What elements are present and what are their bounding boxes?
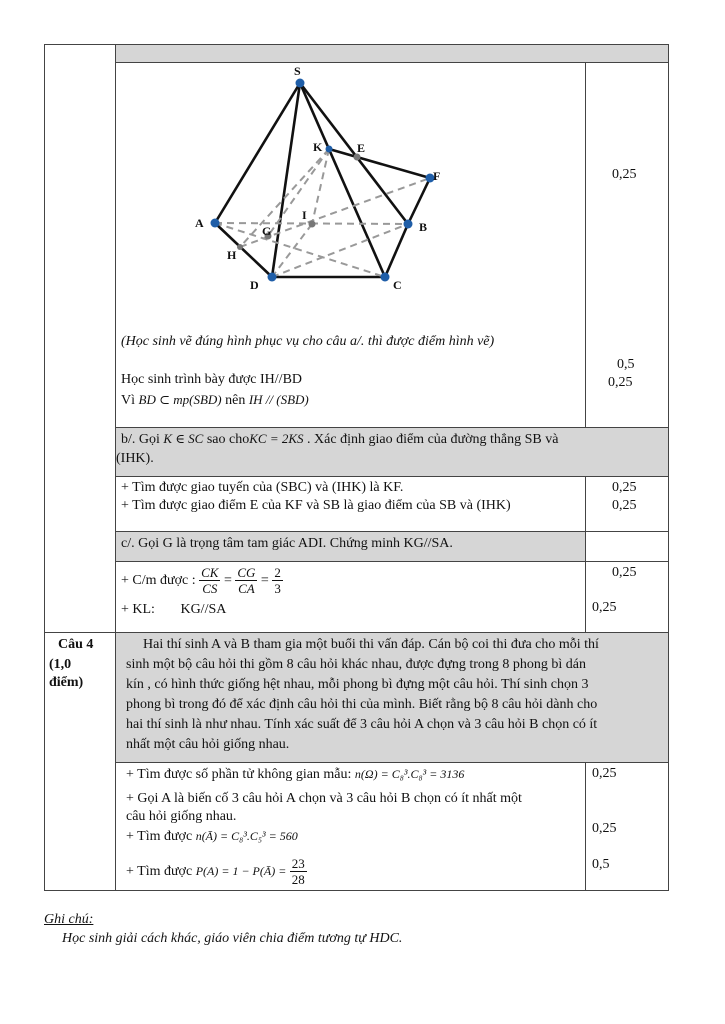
label-e: E (357, 141, 366, 155)
cau4-problem-line-6: nhất một câu hỏi giống nhau. (126, 737, 290, 752)
point-k (326, 146, 333, 153)
cau4-points-unit: điểm) (49, 675, 84, 690)
score-c1: 0,25 (612, 565, 637, 580)
point-c (381, 273, 390, 282)
point-s (296, 79, 305, 88)
part-c-prompt: c/. Gọi G là trọng tâm tam giác ADI. Chứng minh KG//SA. (121, 536, 453, 551)
score-cau4-2: 0,25 (592, 821, 617, 836)
cau4-step4-math: P(A) = 1 − P(Ā) = (195, 864, 287, 878)
part-a-line1-text: Học sinh trình bày được IH//BD (121, 372, 303, 387)
part-c-step1: + C/m được : $\frac{CK}{CS}$ = $\frac{CG}{CA}$ = $\frac{2}{3}$ (121, 565, 281, 597)
part-a-line2-math1: BD ⊂ mp(SBD) (138, 392, 222, 407)
label-s: S (294, 64, 301, 78)
cau4-problem-line-5: hai thí sinh là như nhau. Tính xác suất để 3 câu hỏi A chọn và 3 câu hỏi B chọn có ít (126, 717, 598, 732)
point-i (309, 221, 316, 228)
cau4-problem-line-2: sinh một bộ câu hỏi thi gồm 8 câu hỏi khác nhau, được đựng trong 8 phong bì dán (126, 657, 587, 672)
part-a-line2-prefix: Vì (121, 393, 135, 408)
visible-edges (215, 83, 430, 277)
cau4-step3-text: + Tìm được (126, 829, 193, 844)
label-h: H (227, 248, 237, 262)
part-c-step1-label: + C/m được : (121, 573, 196, 588)
score-c2: 0,25 (592, 600, 617, 615)
fraction-cg-ca: $\frac{CG}{CA}$ (237, 565, 256, 597)
cau4-step2-line1: + Gọi A là biến cố 3 câu hỏi A chọn và 3 câu hỏi B chọn có ít nhất một (126, 791, 522, 806)
point-a (211, 219, 220, 228)
part-a-line1 (121, 371, 302, 388)
figure-note: (Học sinh vẽ đúng hình phục vụ cho câu a/. thì được điểm hình vẽ) (121, 334, 495, 349)
part-b-prompt-math2: KC = 2KS (249, 431, 304, 446)
label-b: B (419, 220, 428, 234)
cau4-problem-line-3: kín , có hình thức giống hệt nhau, mỗi phong bì đựng một câu hỏi. Thí sinh chọn 3 (126, 677, 589, 692)
part-a-line2 (121, 391, 309, 409)
note-text: Học sinh giải cách khác, giáo viên chia điểm tương tự HDC. (62, 931, 403, 946)
part-c-step2 (121, 601, 226, 618)
label-i: I (302, 208, 307, 222)
part-b-step1: + Tìm được giao tuyến của (SBC) và (IHK) là KF. (121, 480, 404, 495)
label-a: A (195, 216, 204, 230)
part-b-prompt-3: . Xác định giao điểm của đường thẳng SB và (307, 432, 559, 447)
label-c: C (393, 278, 402, 292)
point-h (237, 244, 243, 250)
cau4-step1-text: + Tìm được số phần tử không gian mẫu: (126, 767, 352, 782)
cau4-step3-math: n(Ā) = C₈³.C₅³ = 560 (195, 829, 298, 843)
cau4-step4 (126, 853, 307, 890)
cau4-points: (1,0 (49, 657, 72, 672)
label-g: G (262, 224, 272, 238)
score-b1: 0,25 (612, 480, 637, 495)
note-title: Ghi chú: (44, 912, 94, 927)
part-b-prompt (121, 430, 558, 448)
score-b2: 0,25 (612, 498, 637, 513)
cau4-problem-line-4: phong bì trong đó để xác định câu hỏi thi của mình. Biết rằng bộ 8 câu hỏi dành cho (126, 697, 598, 712)
cau4-step1-math: n(Ω) = C₈³.C₈³ = 3136 (354, 767, 465, 781)
part-b-prompt-1: b/. Gọi (121, 432, 160, 447)
part-a-line2-mid: nên (225, 393, 246, 408)
label-d: D (250, 278, 259, 292)
cau4-step2-line2: câu hỏi giống nhau. (126, 809, 237, 824)
score-a1: 0,5 (617, 357, 635, 372)
label-f: F (433, 169, 441, 183)
part-c-step2-value: KG//SA (180, 602, 227, 617)
score-figure: 0,25 (612, 167, 637, 182)
part-b-prompt-2: sao cho (206, 432, 250, 447)
cau4-step4-text: + Tìm được (126, 864, 193, 879)
score-a2: 0,25 (608, 375, 633, 390)
fraction-two-thirds: $\frac{2}{3}$ (274, 565, 281, 597)
fraction-23-28: $\frac{23}{28}$ (291, 856, 305, 888)
part-c-step2-label: + KL: (121, 602, 155, 617)
point-b (404, 220, 413, 229)
cau4-label: Câu 4 (58, 637, 94, 652)
label-k: K (313, 140, 323, 154)
cau4-step1 (126, 766, 464, 783)
part-b-prompt-math1: K ∈ SC (163, 431, 204, 446)
score-cau4-1: 0,25 (592, 766, 617, 781)
part-b-prompt-cont: (IHK). (116, 451, 154, 466)
fraction-ck-cs: $\frac{CK}{CS}$ (201, 565, 219, 597)
point-d (268, 273, 277, 282)
score-cau4-3: 0,5 (592, 857, 610, 872)
part-a-line2-math2: IH // (SBD) (248, 392, 309, 407)
cau4-problem-line-1: Hai thí sinh A và B tham gia một buổi thi vấn đáp. Cán bộ coi thi đưa cho mỗi thí (143, 637, 599, 652)
pyramid-figure (180, 60, 450, 300)
cau4-step3 (126, 828, 298, 845)
part-b-step2: + Tìm được giao điểm E của KF và SB là giao điểm của SB và (IHK) (121, 498, 511, 513)
